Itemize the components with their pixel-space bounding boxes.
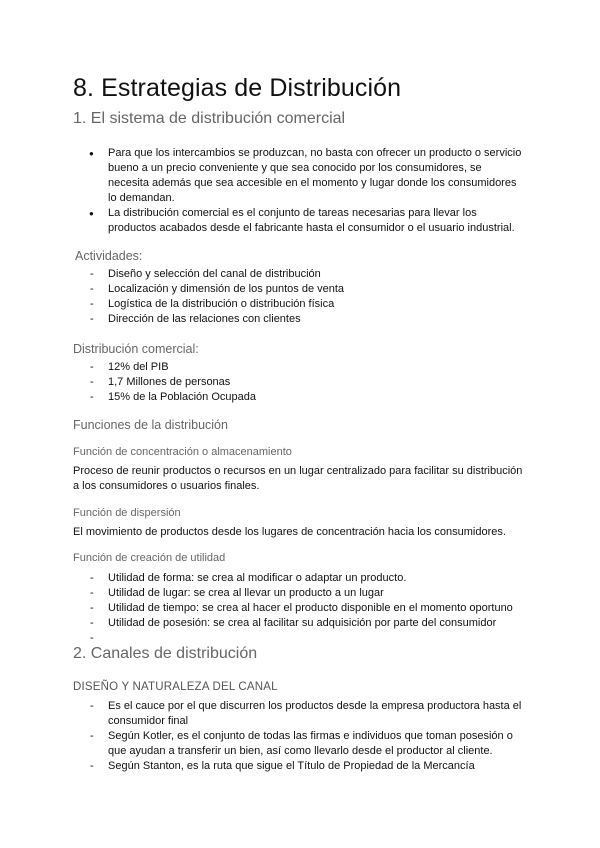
commercial-label: Distribución comercial: xyxy=(73,342,199,356)
page-title: 8. Estrategias de Distribución xyxy=(73,74,402,102)
text-line: Es el cauce por el que discurren los productos desde la empresa productora hasta el xyxy=(108,700,522,712)
text-line: Proceso de reunir productos o recursos en un lugar centralizado para facilitar su distribución xyxy=(73,465,523,477)
list-item xyxy=(108,759,521,774)
bullet-item xyxy=(108,206,521,236)
section-2-title: 2. Canales de distribución xyxy=(73,645,258,662)
list-item: - Dirección de las relaciones con clientes xyxy=(108,312,344,327)
list-item xyxy=(108,729,521,759)
activities-label: Actividades: xyxy=(75,249,143,263)
section-2-list xyxy=(108,699,521,774)
list-item: - Logística de la distribución o distribución física xyxy=(108,297,344,312)
list-item: - Utilidad de posesión: se crea al facilitar su adquisición por parte del consumidor xyxy=(108,616,513,631)
commercial-list xyxy=(108,360,256,405)
functions-title: Funciones de la distribución xyxy=(73,418,228,432)
bullet-line: necesita además que sea accesible en el momento y lugar donde los consumidores xyxy=(108,177,517,189)
list-item: - 1,7 Millones de personas xyxy=(108,375,256,390)
text-line: Según Stanton, es la ruta que sigue el Título de Propiedad de la Mercancía xyxy=(108,760,475,772)
dispersion-label: Función de dispersión xyxy=(73,507,181,519)
activities-list xyxy=(108,267,344,327)
text-line: a los consumidores o usuarios finales. xyxy=(73,480,260,492)
list-item: - 15% de la Población Ocupada xyxy=(108,390,256,405)
concentration-label: Función de concentración o almacenamiento xyxy=(73,446,292,458)
section-1-title: 1. El sistema de distribución comercial xyxy=(73,110,346,127)
text-line: que ayudan a transferir un bien, así como llevarlo desde el productor al cliente. xyxy=(108,745,493,757)
list-item: - Utilidad de lugar: se crea al llevar un producto a un lugar xyxy=(108,586,513,601)
bullet-line: Para que los intercambios se produzcan, no basta con ofrecer un producto o servicio xyxy=(108,147,522,159)
list-item: - Utilidad de tiempo: se crea al hacer el producto disponible en el momento oportuno xyxy=(108,601,513,616)
list-item xyxy=(108,699,521,729)
text-line: consumidor final xyxy=(108,715,189,727)
dispersion-text: El movimiento de productos desde los lugares de concentración hacia los consumidores. xyxy=(73,526,506,538)
section-1-bullet-list xyxy=(108,146,521,236)
list-item: - Localización y dimensión de los puntos de venta xyxy=(108,282,344,297)
bullet-line: productos acabados desde el fabricante hasta el consumidor o el usuario industrial. xyxy=(108,222,515,234)
text-line: Según Kotler, es el conjunto de todas las firmas e individuos que toman posesión o xyxy=(108,730,513,742)
bullet-line: La distribución comercial es el conjunto de tareas necesarias para llevar los xyxy=(108,207,477,219)
list-item: - Utilidad de forma: se crea al modificar o adaptar un producto. xyxy=(108,571,513,586)
list-item: - Diseño y selección del canal de distribución xyxy=(108,267,344,282)
bullet-line: lo demandan. xyxy=(108,192,175,204)
bullet-line: bueno a un precio conveniente y que sea conocido por los consumidores, se xyxy=(108,162,482,174)
list-item xyxy=(108,631,513,646)
concentration-text xyxy=(73,464,522,494)
bullet-item xyxy=(108,146,521,206)
utility-list xyxy=(108,571,513,646)
list-item: - 12% del PIB xyxy=(108,360,256,375)
utility-label: Función de creación de utilidad xyxy=(73,552,226,564)
section-2-subtitle: DISEÑO Y NATURALEZA DEL CANAL xyxy=(73,681,278,693)
